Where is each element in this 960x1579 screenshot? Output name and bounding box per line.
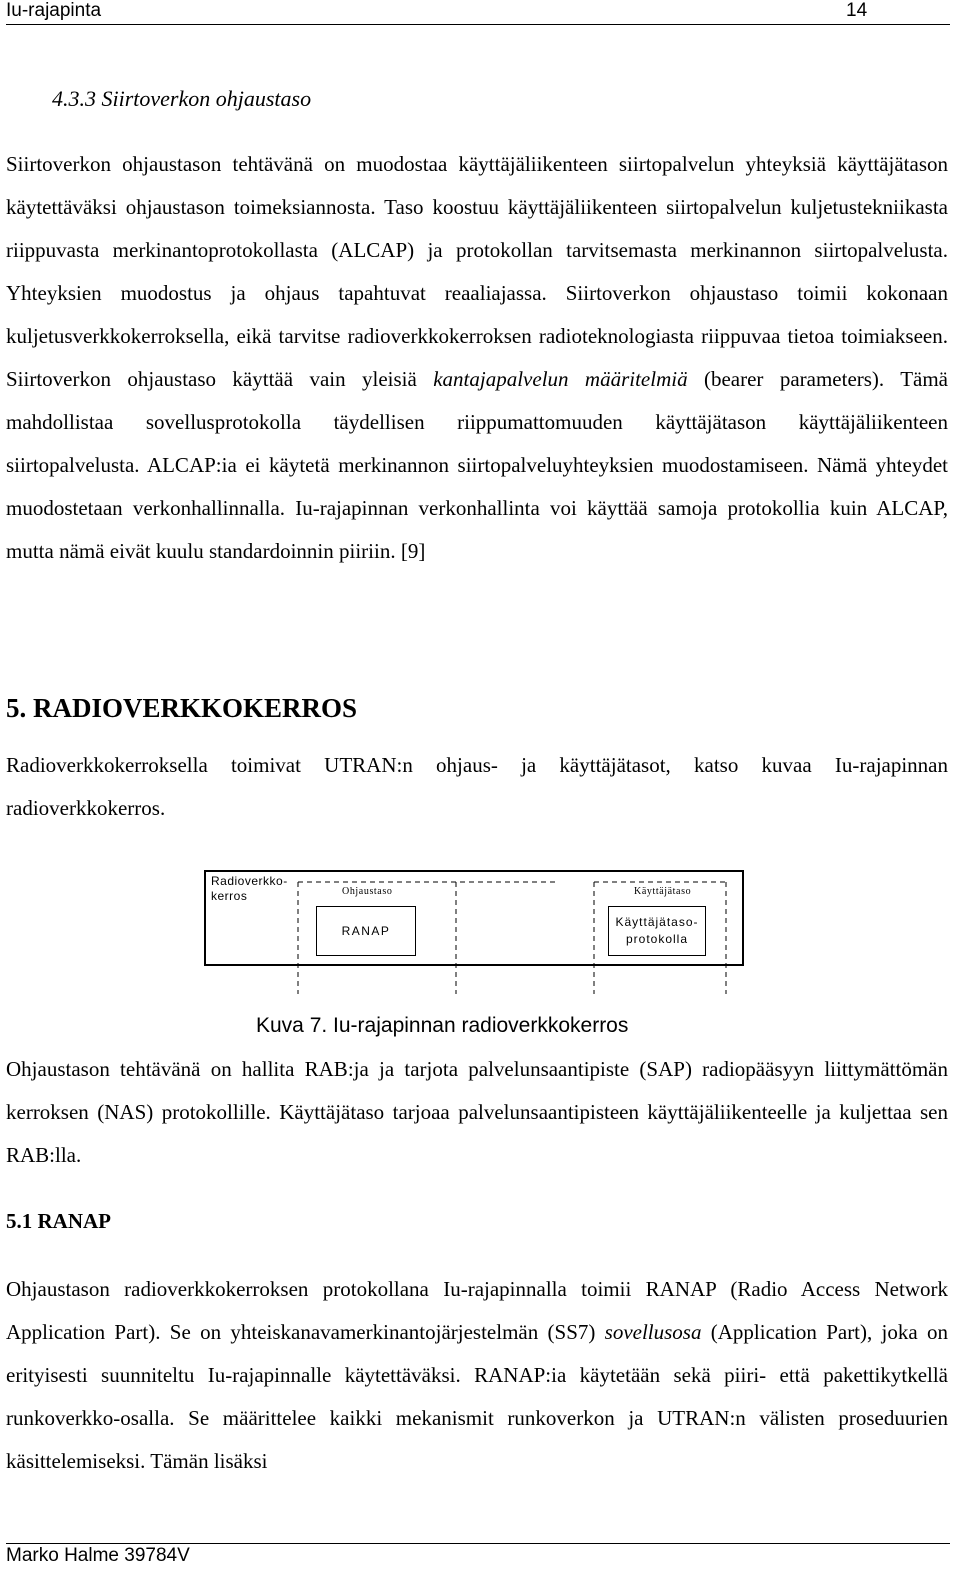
user-proto-line: Käyttäjätaso-: [615, 915, 699, 929]
emphasis-text: kantajapalvelun määritelmiä: [433, 367, 688, 391]
page-number: 14: [846, 0, 868, 21]
running-header-title: Iu-rajapinta: [6, 0, 102, 21]
user-proto-label: [615, 914, 698, 948]
layer-label-line: Radioverkko-: [211, 874, 288, 888]
control-plane-label: Ohjaustaso: [342, 886, 393, 897]
paragraph-ohjaustason-tehtava: Ohjaustason tehtävänä on hallita RAB:ja ja tarjota palvelunsaantipiste (SAP) radiopääsyyn liittymättömän kerroksen (NAS) protokollille. Käyttäjätaso tarjoaa palvelunsaantipisteen käyttäjäliikenteelle ja kuljettaa sen RAB:lla.: [6, 1057, 948, 1167]
paragraph-text: Siirtoverkon ohjaustason tehtävänä on muodostaa käyttäjäliikenteen siirtopalvelun yhteyksiä käyttäjätason käytettäväksi ohjaustason toimeksiannosta. Taso koostuu käyttäjäliikenteen siirtopalvelun kuljetustekniikasta riippuvasta merkinantoprotokollasta (ALCAP) ja protokollan tarvitsemasta merkinannon siirtopalvelusta. Yhteyksien muodostus ja ohjaus tapahtuvat reaaliajassa. Siirtoverkon ohjaustaso toimii kokonaan kuljetusverkkokerroksella, eikä tarvitse radioverkkokerroksen radioteknologiasta riippuvaa tietoa toimiakseen. Siirtoverkon ohjaustaso käyttää vain yleisiä: [6, 152, 948, 391]
section-heading-4-3-3: 4.3.3 Siirtoverkon ohjaustaso: [52, 86, 312, 111]
header-divider: [6, 24, 950, 25]
user-proto-line: protokolla: [625, 932, 688, 946]
paragraph-text: (bearer parameters). Tämä mahdollistaa sovellusprotokolla täydellisen riippumattomuuden käyttäjätason käyttäjäliikenteen siirtopalvelusta. ALCAP:ia ei käytetä merkinannon siirtopalveluyhteyksien muodostamiseen. Nämä yhteydet muodostetaan verkonhallinnalla. Iu-rajapinnan verkonhallinta voi käyttää samoja protokollia kuin ALCAP, mutta nämä eivät kuulu standardoinnin piiriin. [9]: [6, 367, 948, 563]
paragraph-radioverkkokerros-intro: Radioverkkokerroksella toimivat UTRAN:n ohjaus- ja käyttäjätasot, katso kuvaa Iu-rajapinnan radioverkkokerros.: [6, 753, 948, 820]
ranap-box-label: RANAP: [341, 924, 391, 938]
chapter-heading-5: 5. RADIOVERKKOKERROS: [6, 693, 358, 723]
figure-caption: Kuva 7. Iu-rajapinnan radioverkkokerros: [256, 1014, 629, 1037]
paragraph-siirtoverkon-ohjaustaso: [6, 143, 948, 573]
ranap-protocol-box: [316, 906, 416, 956]
footer-divider: [6, 1543, 950, 1544]
paragraph-ranap: [6, 1268, 948, 1483]
user-plane-protocol-box: [608, 906, 706, 956]
user-plane-label: Käyttäjätaso: [634, 886, 692, 897]
layer-label-line: kerros: [211, 889, 248, 903]
section-heading-5-1: 5.1 RANAP: [6, 1209, 111, 1233]
footer-author: Marko Halme 39784V: [6, 1545, 190, 1566]
figure-layer-label: [211, 874, 288, 904]
emphasis-text: sovellusosa: [604, 1320, 702, 1344]
paragraph-text: Ohjaustason radioverkkokerroksen protokollana Iu-rajapinnalla toimii RANAP (Radio Access Network Application Part). Se on yhteiskanavamerkinantojärjestelmän (SS7): [6, 1277, 948, 1344]
paragraph-text: (Application Part), joka on erityisesti suunniteltu Iu-rajapinnalle käytettäväksi. RANAP:ia käytetään sekä piiri- että pakettikytkellä runkoverkko-osalla. Se määrittelee kaikki mekanismit runkoverkon ja UTRAN:n välisten proseduurien käsittelemiseksi. Tämän lisäksi: [6, 1320, 948, 1473]
